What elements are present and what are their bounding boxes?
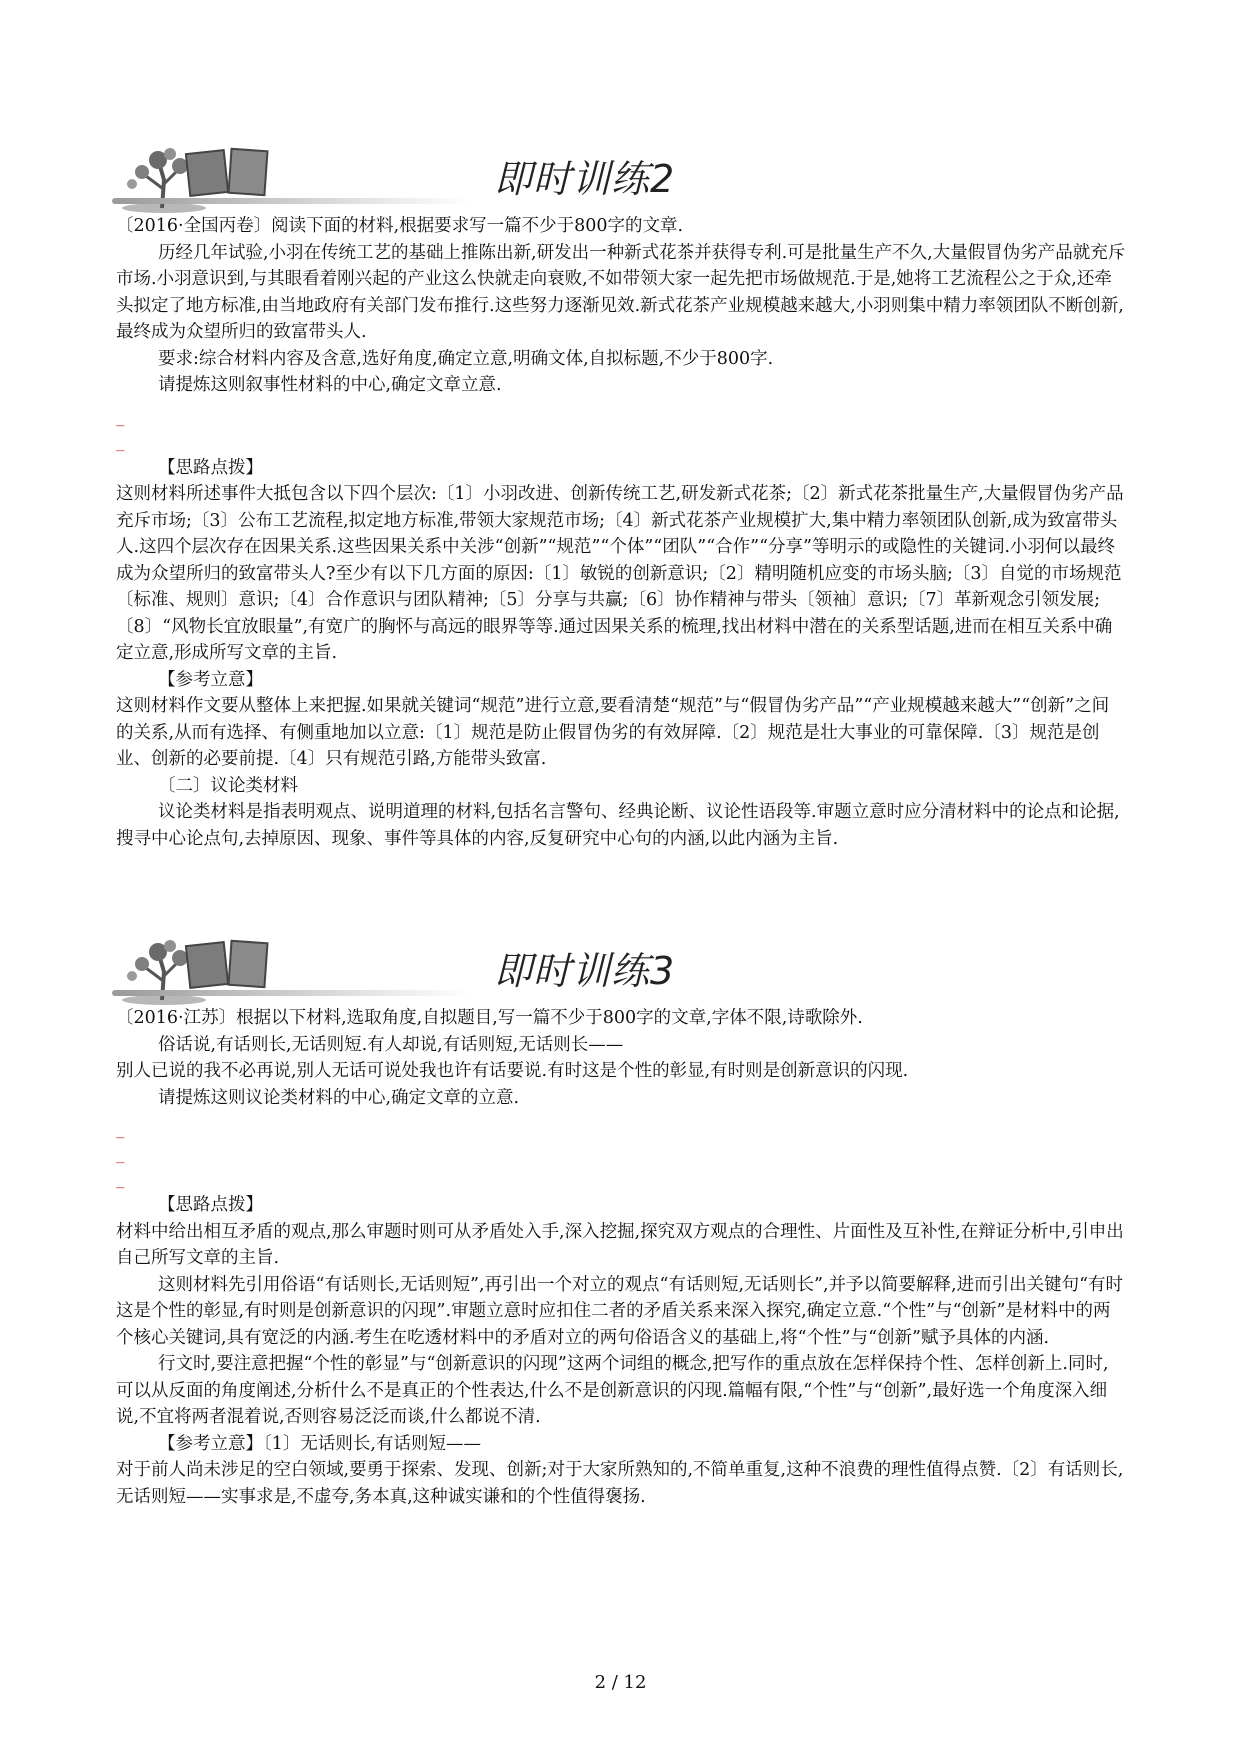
- hint-text: 行文时,要注意把握“个性的彰显”与“创新意识的闪现”这两个词组的概念,把写作的重点放在怎样保持个性、怎样创新上.同时,可以从反面的角度阐述,分析什么不是真正的个性表达,什么不是创新意识的闪现.篇幅有限,“个性”与“创新”,最好选一个角度深入细说,不宜将两者混着说,否则容易泛泛而谈,什么都说不清.: [116, 1354, 1109, 1427]
- answer-blank[interactable]: _: [116, 1119, 125, 1139]
- material-text: 俗话说,有话则长,无话则短.有人却说,有话则短,无话则长——: [158, 1034, 624, 1055]
- intro-text: 议论类材料是指表明观点、说明道理的材料,包括名言警句、经典论断、议论性语段等.审题立意时应分清材料中的论点和论据,搜寻中心论点句,去掉原因、现象、事件等具体的内容,反复研究中心句的内涵,以此内涵为主旨.: [116, 802, 1120, 849]
- task-text: 请提炼这则叙事性材料的中心,确定文章立意.: [158, 375, 502, 395]
- reference-heading: 【参考立意】: [158, 669, 263, 690]
- banner-band: [112, 990, 472, 996]
- section-title: 即时训练3: [494, 949, 676, 993]
- section-1-body: [116, 213, 1126, 852]
- banner-band: [112, 198, 472, 204]
- hint-text: 这则材料先引用俗语“有话则长,无话则短”,再引出一个对立的观点“有话则短,无话则长”,并予以简要解释,进而引出关键句“有时这是个性的彰显,有时则是创新意识的闪现”.审题立意时应扣住二者的矛盾关系来深入探究,确定立意.“个性”与“创新”是材料中的两个核心关键词,具有宽泛的内涵.考生在吃透材料中的矛盾对立的两句俗语含义的基础上,将“个性”与“创新”赋予具体的内涵.: [116, 1274, 1124, 1348]
- material-text: 历经几年试验,小羽在传统工艺的基础上推陈出新,研发出一种新式花茶并获得专利.可是批量生产不久,大量假冒伪劣产品就充斥市场.小羽意识到,与其眼看着刚兴起的产业这么快就走向衰败,不如带领大家一起先把市场做规范.于是,她将工艺流程公之于众,还牵头拟定了地方标准,由当地政府有关部门发布推行.这些努力逐渐见效.新式花茶产业规模越来越大,小羽则集中精力率领团队不断创新,最终成为众望所归的致富带头人.: [116, 242, 1126, 342]
- reference-text: 对于前人尚未涉足的空白领域,要勇于探索、发现、创新;对于大家所熟知的,不简单重复,这种不浪费的理性值得点赞.〔2〕有话则长,无话则短——实事求是,不虚夸,务本真,这种诚实谦和的个性值得褒扬.: [116, 1460, 1124, 1507]
- hint-heading: 【思路点拨】: [158, 457, 263, 478]
- hint-heading: 【思路点拨】: [158, 1195, 263, 1215]
- section-title: 即时训练2: [494, 157, 676, 201]
- section-2-body: [116, 1005, 1126, 1510]
- task-text: 请提炼这则议论类材料的中心,确定文章的立意.: [158, 1087, 520, 1108]
- page-number: 2 / 12: [594, 1672, 647, 1693]
- hint-text: 这则材料所述事件大抵包含以下四个层次:〔1〕小羽改进、创新传统工艺,研发新式花茶;〔2〕新式花茶批量生产,大量假冒伪劣产品充斥市场;〔3〕公布工艺流程,拟定地方标准,带领大家规范市场;〔4〕新式花茶产业规模扩大,集中精力率领团队创新,成为致富带头人.这四个层次存在因果关系.这些因果关系中关涉“创新”“规范”“个体”“团队”“合作”“分享”等明示的或隐性的关键词.小羽何以最终成为众望所归的致富带头人?至少有以下几方面的原因:〔1〕敏锐的创新意识;〔2〕精明随机应变的市场头脑;〔3〕自觉的市场规范〔标准、规则〕意识;〔4〕合作意识与团队精神;〔5〕分享与共赢;〔6〕协作精神与带头〔领袖〕意识;〔7〕革新观念引领发展;〔8〕“风物长宜放眼量”,有宽广的胸怀与高远的眼界等等.通过因果关系的梳理,找出材料中潜在的关系型话题,进而在相互关系中确定立意,形成所写文章的主旨.: [116, 484, 1124, 663]
- answer-blank[interactable]: _: [116, 406, 125, 427]
- reference-text: 这则材料作文要从整体上来把握.如果就关键词“规范”进行立意,要看清楚“规范”与“假冒伪劣产品”“产业规模越来越大”“创新”之间的关系,从而有选择、有侧重地加以立意:〔1〕规范是防止假冒伪劣的有效屏障.〔2〕规范是壮大事业的可靠保障.〔3〕规范是创业、创新的必要前提.〔4〕只有规范引路,方能带头致富.: [116, 696, 1110, 769]
- material-text: 别人已说的我不必再说,别人无话可说处我也许有话要说.有时这是个性的彰显,有时则是创新意识的闪现.: [116, 1061, 909, 1081]
- answer-blank[interactable]: _: [116, 1144, 125, 1164]
- exam-prompt: 〔2016·全国丙卷〕阅读下面的材料,根据要求写一篇不少于800字的文章.: [116, 216, 684, 236]
- subheading: 〔二〕议论类材料: [158, 775, 298, 796]
- answer-blank[interactable]: _: [116, 1169, 125, 1189]
- answer-blank[interactable]: _: [116, 431, 125, 452]
- requirement-text: 要求:综合材料内容及含意,选好角度,确定立意,明确文体,自拟标题,不少于800字.: [158, 348, 774, 369]
- exam-prompt: 〔2016·江苏〕根据以下材料,选取角度,自拟题目,写一篇不少于800字的文章,字体不限,诗歌除外.: [116, 1008, 863, 1028]
- hint-text: 材料中给出相互矛盾的观点,那么审题时则可从矛盾处入手,深入挖掘,探究双方观点的合理性、片面性及互补性,在辩证分析中,引申出自己所写文章的主旨.: [116, 1221, 1124, 1268]
- reference-heading: 【参考立意】〔1〕无话则长,有话则短——: [158, 1433, 481, 1454]
